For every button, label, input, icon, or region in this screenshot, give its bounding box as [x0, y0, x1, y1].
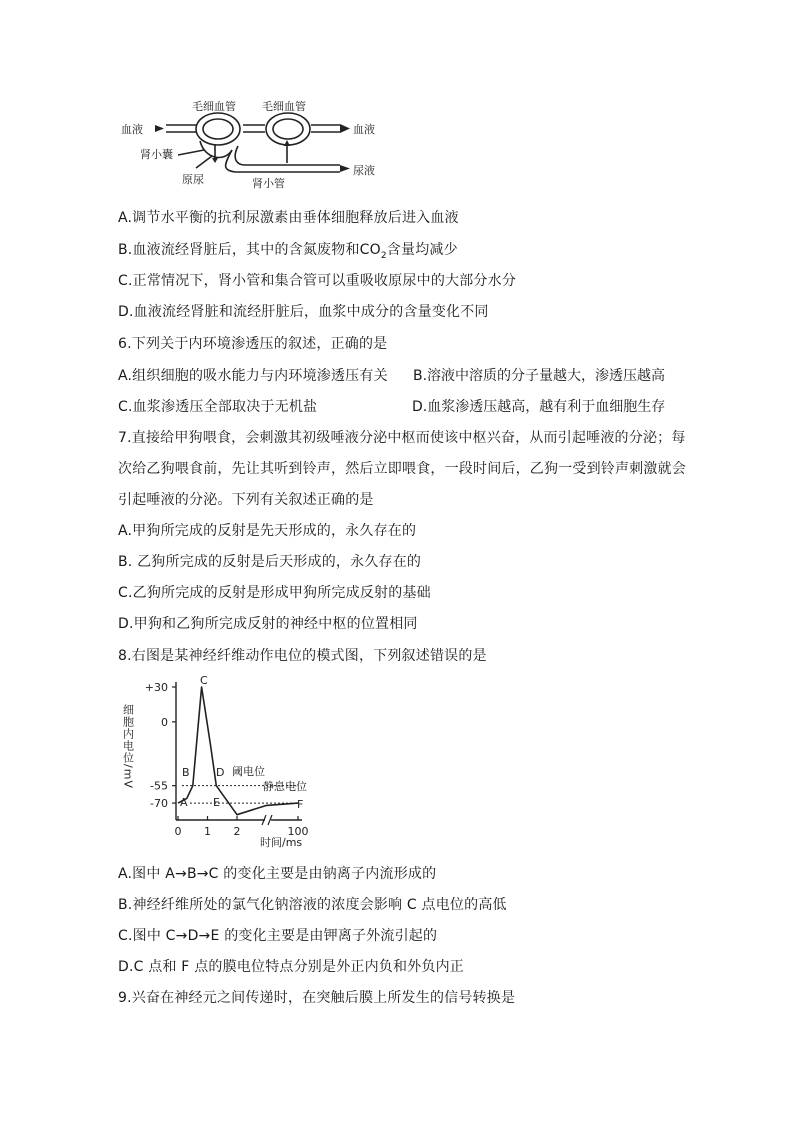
chart-axis-break: [262, 815, 272, 825]
q8-option-d: D.C 点和 F 点的膜电位特点分别是外正内负和外负内正: [118, 959, 465, 975]
capillary-left-label: 毛细血管: [192, 100, 236, 113]
q7-stem-line-3: 引起唾液的分泌。下列有关叙述正确的是: [118, 492, 374, 508]
bowman-capsule-label: 肾小囊: [140, 148, 173, 161]
point-label-c: C: [200, 674, 208, 687]
x-tick-label: 2: [233, 825, 241, 838]
y-tick-label: -70: [150, 797, 168, 811]
q7-option-b: B. 乙狗所完成的反射是后天形成的，永久存在的: [118, 554, 422, 570]
action-potential-chart: [120, 670, 320, 850]
urine-label: 尿液: [353, 164, 375, 177]
blood-out-label: 血液: [353, 123, 375, 136]
q5-option-b-subscript: 2: [380, 250, 387, 261]
q7-option-d: D.甲狗和乙狗所完成反射的神经中枢的位置相同: [118, 616, 418, 632]
q8-option-c: C.图中 C→D→E 的变化主要是由钾离子外流引起的: [118, 928, 438, 944]
q7-option-c: C.乙狗所完成的反射是形成甲狗所完成反射的基础: [118, 585, 431, 601]
chart-xlabel: 时间/ms: [260, 836, 303, 849]
y-tick-label: +30: [144, 681, 168, 694]
q7-stem-line-2: 次给乙狗喂食前，先让其听到铃声，然后立即喂食，一段时间后，乙狗一受到铃声刺激就会: [118, 461, 686, 477]
resting-label: 静息电位: [263, 780, 307, 793]
q6-stem: 6.下列关于内环境渗透压的叙述，正确的是: [118, 336, 388, 352]
chart-ylabel: 细胞内电位/mV: [121, 704, 135, 789]
primary-urine-label: 原尿: [182, 173, 204, 186]
capillary-right-label: 毛细血管: [262, 100, 306, 113]
q5-option-a: A.调节水平衡的抗利尿激素由垂体细胞释放后进入血液: [118, 210, 459, 226]
point-label-b: B: [182, 766, 190, 779]
x-tick-label: 1: [204, 825, 211, 838]
threshold-label: 阈电位: [232, 765, 265, 778]
q7-option-a: A.甲狗所完成的反射是先天形成的，永久存在的: [118, 523, 417, 539]
blood-in-label: 血液: [121, 123, 143, 136]
q5-option-b: [118, 239, 458, 261]
q9-stem: 9.兴奋在神经元之间传递时，在突触后膜上所发生的信号转换是: [118, 990, 516, 1006]
point-label-e: E: [213, 796, 220, 809]
q6-option-c: C.血浆渗透压全部取决于无机盐: [118, 399, 318, 415]
y-tick-label: -55: [150, 779, 168, 793]
y-tick-label: 0: [161, 715, 168, 729]
q5-option-d: D.血液流经肾脏和流经肝脏后，血浆中成分的含量变化不同: [118, 304, 489, 320]
q5-option-c: C.正常情况下，肾小管和集合管可以重吸收原尿中的大部分水分: [118, 273, 517, 289]
q8-option-b: B.神经纤维所处的氯气化钠溶液的浓度会影响 C 点电位的高低: [118, 897, 507, 913]
q6-option-d: D.血浆渗透压越高，越有利于血细胞生存: [412, 399, 666, 415]
point-label-a: A: [180, 796, 188, 809]
point-label-f: F: [297, 798, 304, 811]
renal-tubule-label: 肾小管: [252, 177, 285, 190]
x-tick-label: 0: [174, 825, 182, 838]
x-tick-label: 100: [287, 825, 309, 838]
q8-stem: 8.右图是某神经纤维动作电位的模式图，下列叙述错误的是: [118, 648, 487, 664]
point-label-d: D: [216, 766, 225, 779]
action-potential-curve: [178, 687, 298, 815]
kidney-diagram: [0, 0, 794, 200]
q8-option-a: A.图中 A→B→C 的变化主要是由钠离子内流形成的: [118, 866, 437, 882]
q6-option-b: B.溶液中溶质的分子量越大，渗透压越高: [413, 368, 666, 384]
q6-option-a: A.组织细胞的吸水能力与内环境渗透压有关: [118, 368, 388, 384]
q5-option-b-text: B.血液流经肾脏后，其中的含氮废物和CO: [118, 242, 381, 258]
q7-stem-line-1: 7.直接给甲狗喂食，会刺激其初级唾液分泌中枢而使该中枢兴奋，从而引起唾液的分泌；每: [118, 430, 686, 446]
q5-option-b-tail: 含量均减少: [386, 242, 458, 258]
